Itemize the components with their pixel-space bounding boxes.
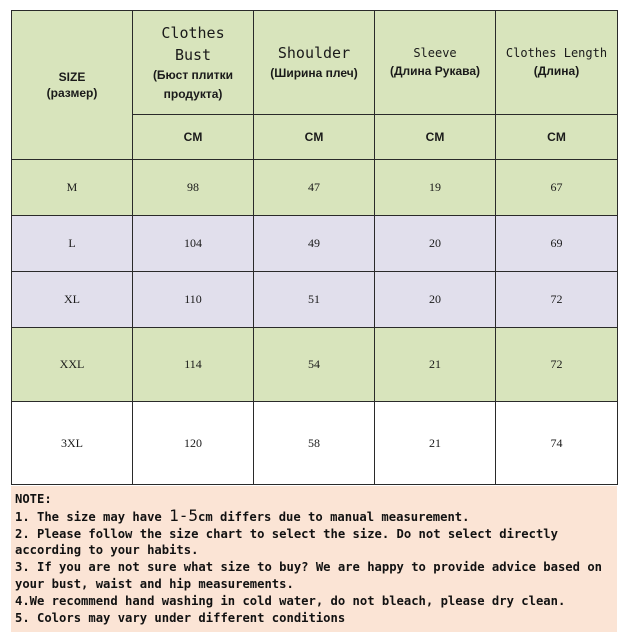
note-line-4: 4.We recommend hand washing in cold water, do not bleach, please dry clean. — [15, 593, 566, 608]
shoulder-header-cell — [254, 11, 375, 115]
unit-cell-shoulder: CM — [254, 115, 375, 160]
bust-cell: 114 — [133, 328, 254, 402]
length-header-en: Clothes Length — [505, 45, 608, 60]
table-row — [12, 328, 618, 402]
unit-cell-length: CM — [496, 115, 618, 160]
note-line-1-post: cm differs due to manual measurement. — [198, 509, 470, 524]
bust-cell: 120 — [133, 402, 254, 485]
bust-header-en-2: Bust — [174, 45, 212, 64]
size-cell: XL — [12, 272, 133, 328]
shoulder-cell: 58 — [254, 402, 375, 485]
sleeve-cell: 20 — [375, 272, 496, 328]
sleeve-cell: 19 — [375, 160, 496, 216]
table-row — [12, 272, 618, 328]
length-header-ru: (Длина) — [533, 63, 580, 78]
length-cell: 72 — [496, 272, 618, 328]
bust-header-cell — [133, 11, 254, 115]
shoulder-header-ru: (Ширина плеч) — [270, 66, 358, 80]
sleeve-header-en: Sleeve — [413, 45, 457, 60]
sleeve-cell: 21 — [375, 328, 496, 402]
sleeve-cell: 20 — [375, 216, 496, 272]
table-row — [12, 402, 618, 485]
shoulder-cell: 54 — [254, 328, 375, 402]
size-table — [11, 10, 618, 485]
size-header-ru: (размер) — [46, 86, 98, 100]
note-line-1 — [15, 505, 613, 526]
note-line-5: 5. Colors may vary under different conditions — [15, 610, 346, 625]
bust-cell: 104 — [133, 216, 254, 272]
sleeve-header-ru: (Длина Рукава) — [389, 63, 481, 78]
length-cell: 69 — [496, 216, 618, 272]
bust-header-en-1: Clothes — [161, 23, 225, 42]
size-header-cell — [12, 11, 133, 160]
length-cell: 72 — [496, 328, 618, 402]
shoulder-cell: 51 — [254, 272, 375, 328]
length-header-cell — [496, 11, 618, 115]
note-title: NOTE: — [15, 492, 52, 506]
shoulder-header-en: Shoulder — [277, 44, 351, 62]
shoulder-cell: 47 — [254, 160, 375, 216]
bust-cell: 98 — [133, 160, 254, 216]
note-line-1-range: 1-5 — [169, 505, 198, 525]
bust-cell: 110 — [133, 272, 254, 328]
length-cell: 74 — [496, 402, 618, 485]
unit-cell-sleeve: CM — [375, 115, 496, 160]
size-cell: 3XL — [12, 402, 133, 485]
size-cell: XXL — [12, 328, 133, 402]
note-box — [11, 486, 617, 632]
sleeve-header-cell — [375, 11, 496, 115]
shoulder-cell: 49 — [254, 216, 375, 272]
unit-cell-bust: CM — [133, 115, 254, 160]
size-cell: M — [12, 160, 133, 216]
note-line-3: 3. If you are not sure what size to buy? We are happy to provide advice based on your bust, waist and hip measurements. — [15, 560, 610, 591]
table-row — [12, 160, 618, 216]
note-line-2: 2. Please follow the size chart to select the size. Do not select directly according to your habits. — [15, 526, 566, 558]
table-row — [12, 216, 618, 272]
note-line-1-pre: 1. The size may have — [15, 509, 170, 524]
size-header-en: SIZE — [58, 70, 86, 84]
length-cell: 67 — [496, 160, 618, 216]
bust-header-ru: (Бюст плитки продукта) — [152, 67, 234, 101]
header-row — [12, 11, 618, 115]
size-cell: L — [12, 216, 133, 272]
sleeve-cell: 21 — [375, 402, 496, 485]
